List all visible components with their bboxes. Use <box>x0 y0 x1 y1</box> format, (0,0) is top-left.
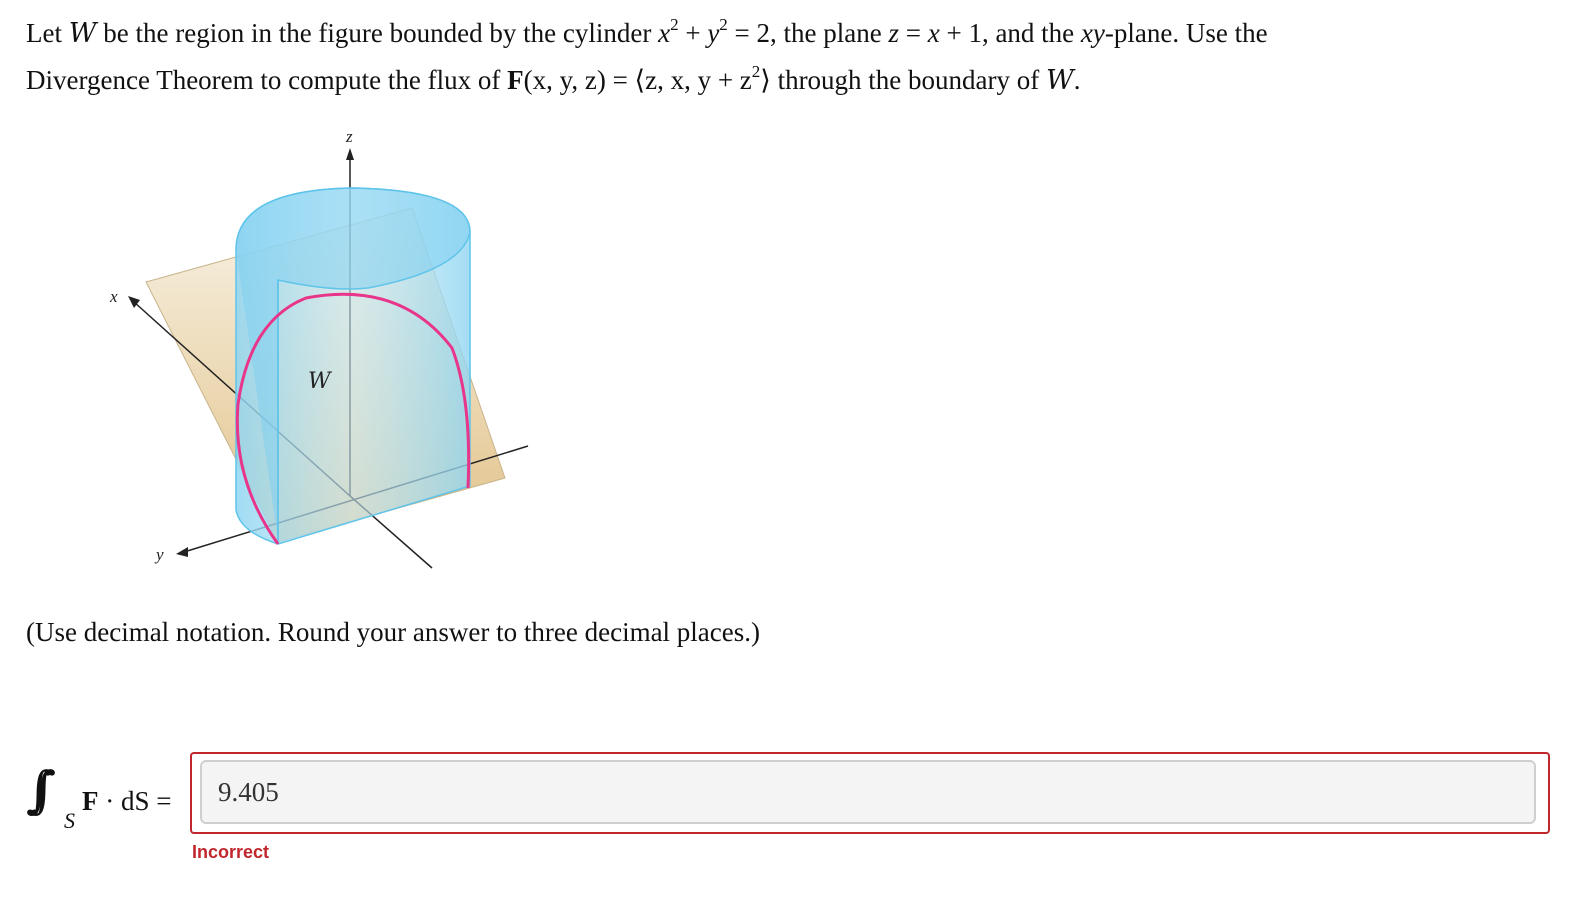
feedback-incorrect: Incorrect <box>192 842 270 862</box>
axis-label-z: z <box>346 127 353 146</box>
problem-line-1: Let W be the region in the figure bounded by the cylinder $x^2 + y^2 = 2$, the plane z = x + 1, and the xy-plane. Use the <box>26 15 1268 49</box>
instructions-text: (Use decimal notation. Round your answer to three decimal places.) <box>26 617 761 647</box>
region-figure-svg <box>100 120 540 590</box>
integrand: F · dS = <box>82 786 172 816</box>
y-axis-arrow <box>176 547 188 557</box>
surface-integral-symbol: ∫∫ <box>26 761 35 819</box>
z-axis-arrow <box>346 148 354 160</box>
region-figure <box>100 120 540 590</box>
answer-row <box>26 752 1586 842</box>
integral-subscript: S <box>64 808 75 833</box>
axis-label-x: x <box>110 287 118 306</box>
problem-statement <box>26 10 1566 104</box>
axis-label-y: y <box>156 545 164 564</box>
region-label-w: W <box>308 369 331 394</box>
answer-field-container <box>190 752 1550 834</box>
problem-line-2: Divergence Theorem to compute the flux of F(x, y, z) = ⟨z, x, $y + z^2⟩$ through the boundary of W. <box>26 62 1081 96</box>
answer-input[interactable] <box>200 760 1536 824</box>
